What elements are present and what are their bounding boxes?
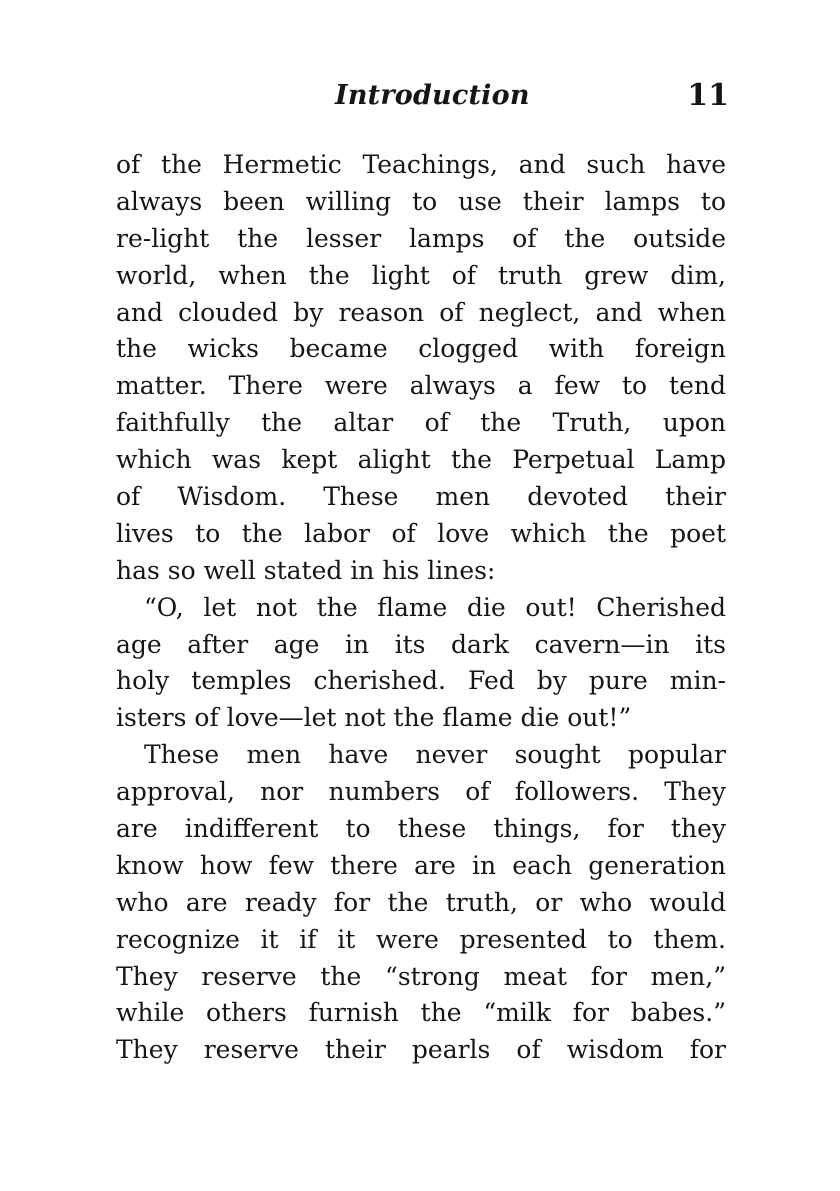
- text-line: of Wisdom. These men devoted their: [116, 482, 726, 512]
- text-line: faithfully the altar of the Truth, upon: [116, 408, 726, 438]
- running-head: [335, 76, 729, 122]
- text-line: while others furnish the “milk for babes.”: [116, 998, 726, 1028]
- body-text: [116, 147, 726, 1069]
- text-line: These men have never sought popular: [144, 740, 726, 770]
- text-line: and clouded by reason of neglect, and when: [116, 297, 726, 327]
- text-line: know how few there are in each generation: [116, 850, 726, 880]
- text-line: the wicks became clogged with foreign: [116, 334, 726, 364]
- running-title: Introduction: [335, 80, 530, 111]
- text-line: of the Hermetic Teachings, and such have: [116, 150, 726, 179]
- text-line: isters of love—let not the flame die out!”: [116, 703, 632, 733]
- page-number: 11: [687, 78, 729, 113]
- text-line: matter. There were always a few to tend: [116, 371, 726, 401]
- text-line: They reserve their pearls of wisdom for: [116, 1035, 726, 1065]
- text-line: world, when the light of truth grew dim,: [116, 260, 726, 290]
- text-line: age after age in its dark cavern—in its: [116, 629, 726, 659]
- text-line: has so well stated in his lines:: [116, 555, 496, 585]
- text-line: always been willing to use their lamps to: [116, 186, 726, 216]
- text-line: who are ready for the truth, or who would: [116, 887, 726, 917]
- text-line: are indifferent to these things, for they: [116, 814, 726, 844]
- text-line: recognize it if it were presented to them.: [116, 924, 726, 954]
- text-line: holy temples cherished. Fed by pure min-: [116, 666, 726, 696]
- text-line: lives to the labor of love which the poet: [116, 518, 726, 548]
- text-line: “O, let not the flame die out! Cherished: [144, 592, 726, 622]
- text-line: which was kept alight the Perpetual Lamp: [116, 445, 726, 475]
- text-line: re-light the lesser lamps of the outside: [116, 223, 726, 253]
- text-line: They reserve the “strong meat for men,”: [116, 961, 726, 991]
- text-line: approval, nor numbers of followers. They: [116, 777, 726, 807]
